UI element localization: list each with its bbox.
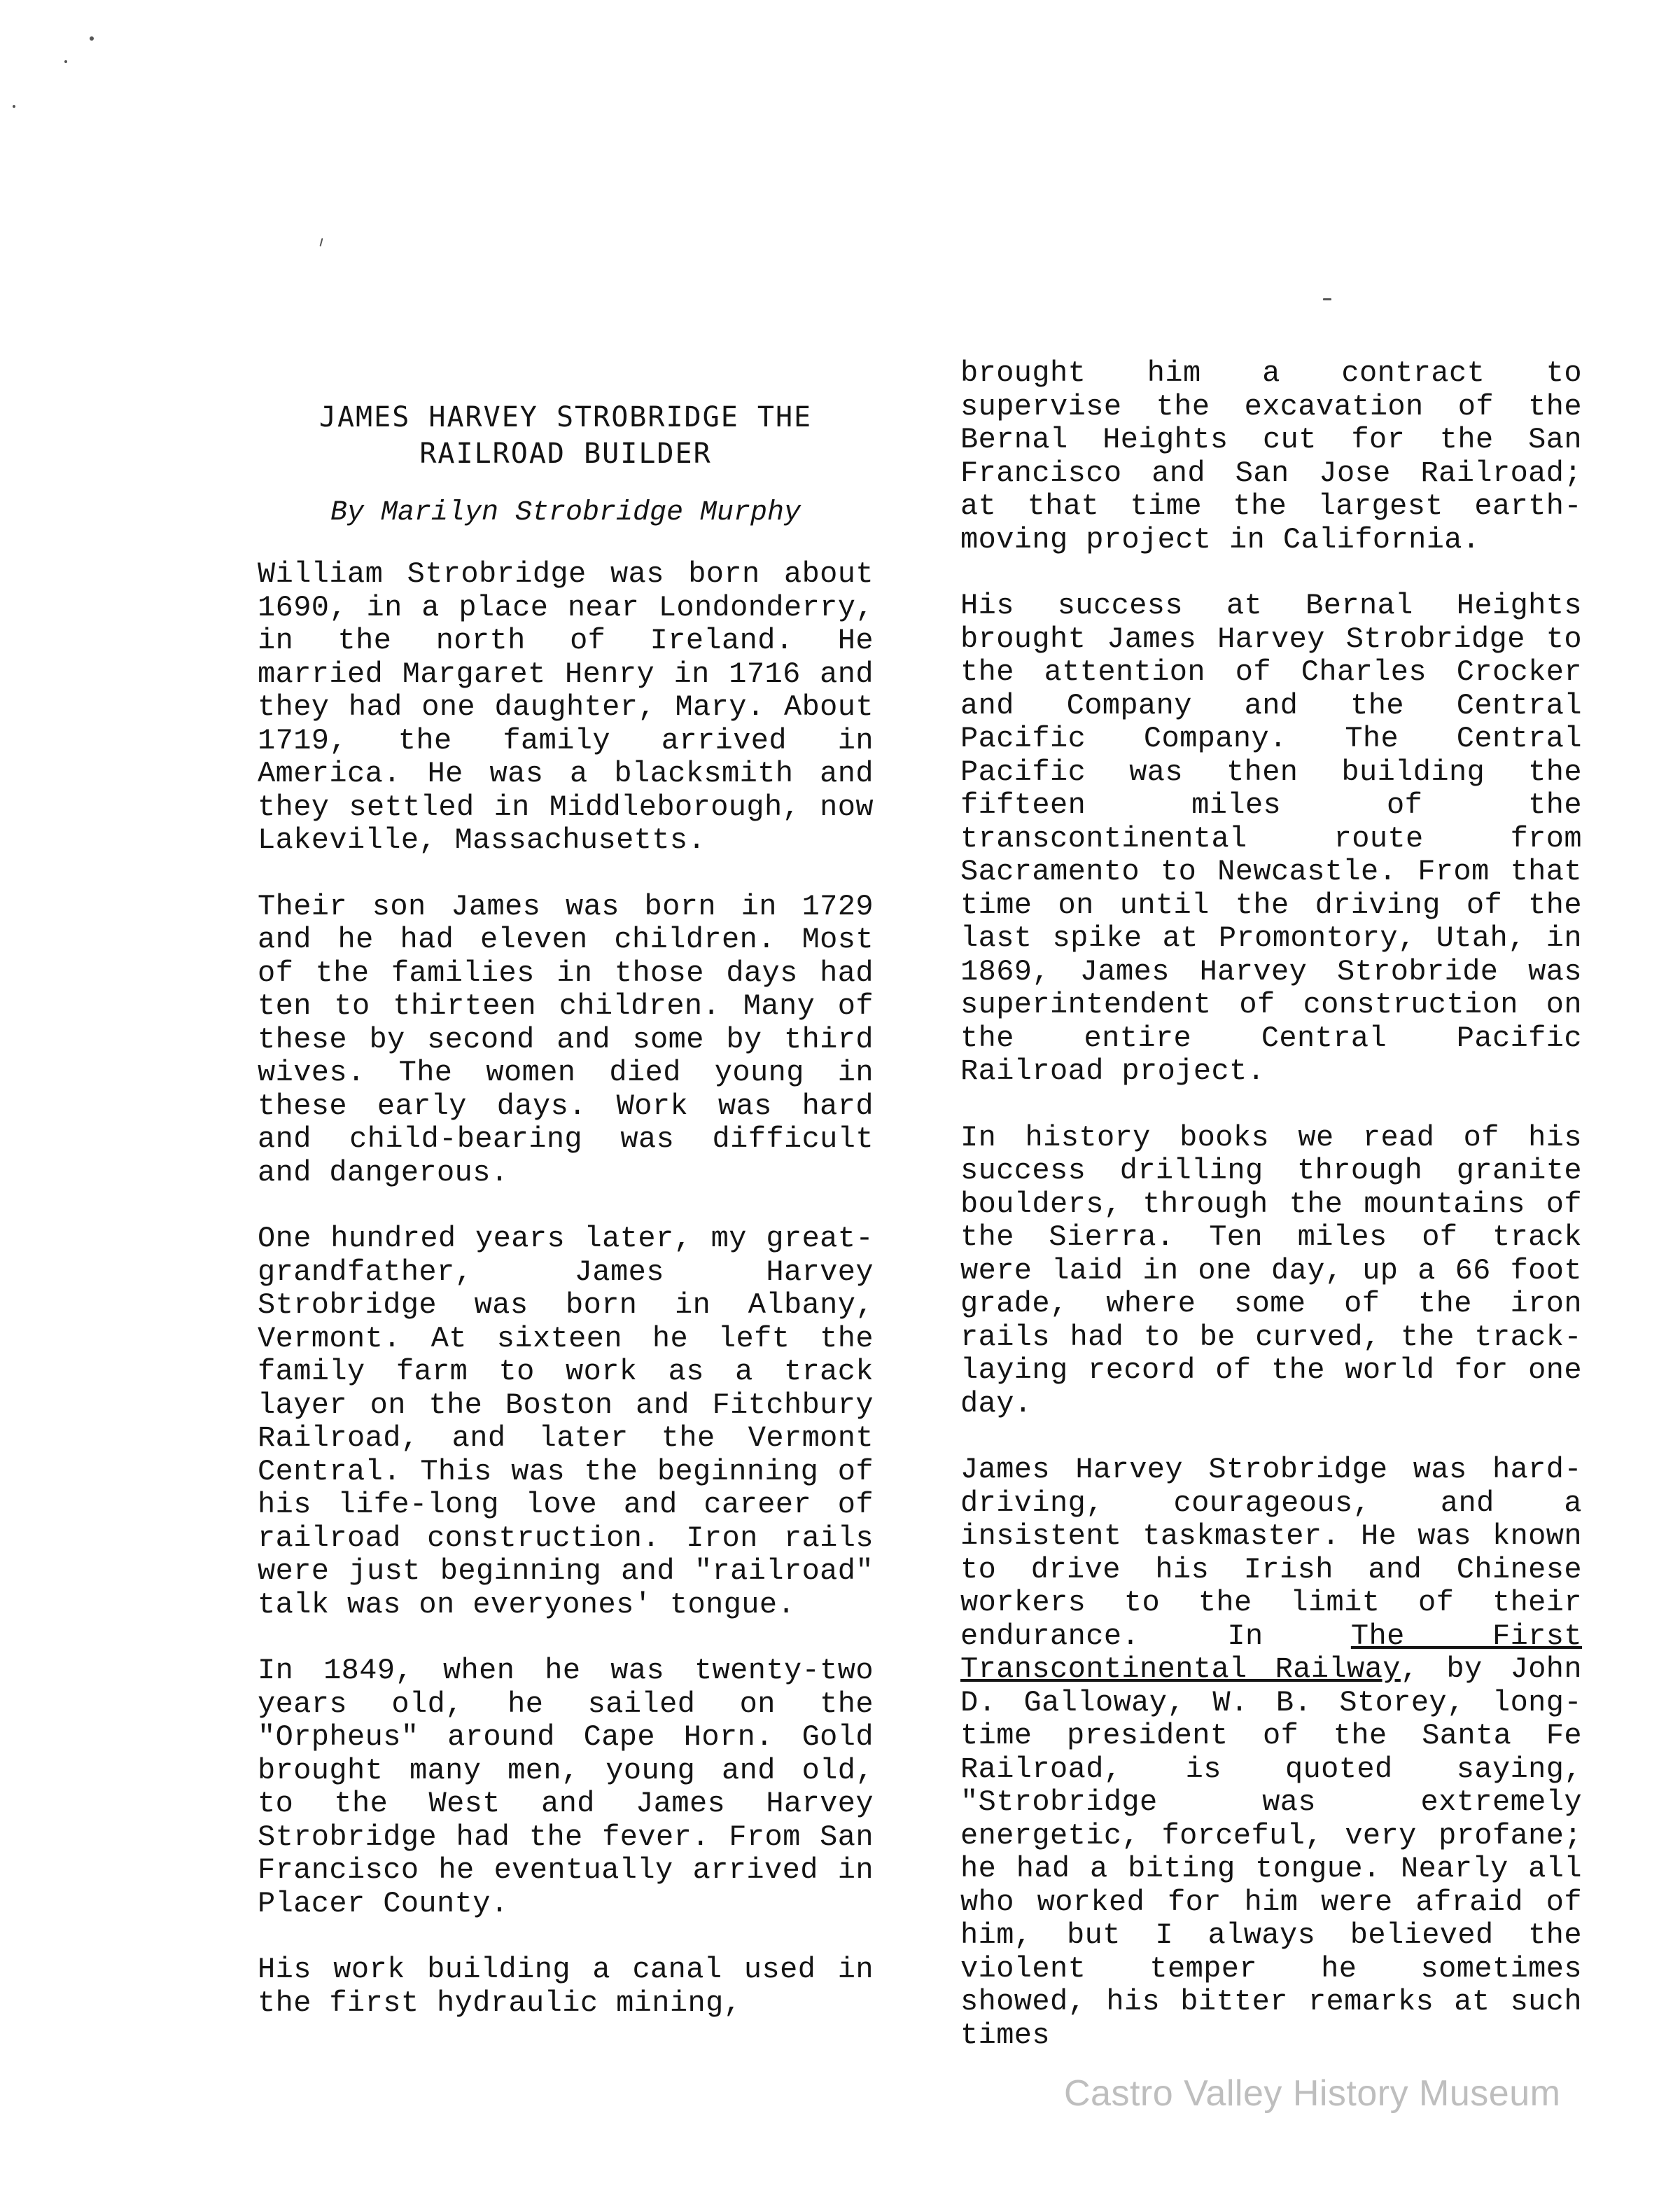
article-title [258,399,874,472]
paragraph: brought him a contract to supervise the excavation of the Bernal Heights cut for the San Francisco and San Jose Railroad; at that time the largest earth-moving project in California. [960,356,1582,557]
scan-speck [13,105,15,108]
scan-speck [64,60,67,63]
scan-speck [319,238,323,246]
book-title: The First Transcontinental Railway [960,1619,1582,1686]
museum-watermark: Castro Valley History Museum [1064,2073,1561,2114]
paragraph [960,1454,1582,2052]
paragraph: In history books we read of his success drilling through granite boulders, through the mountains of the Sierra. Ten miles of track were laid in one day, up a 66 foot grade, where some of the iron rails had to be curved, the track-laying record of the world for one day. [960,1120,1582,1421]
paragraph-text: James Harvey Strobridge was hard-driving, courageous, and a insistent taskmaster. He was known to drive his Irish and Chinese workers to the limit of their endurance. In [960,1453,1582,1653]
paragraph: His success at Bernal Heights brought James Harvey Strobridge to the attention of Charles Crocker and Company and the Central Pacific Company. The Central Pacific was then building the fifteen miles of the transcontinental route from Sacramento to Newcastle. From that time on until the driving of the last spike at Promontory, Utah, in 1869, James Harvey Strobride was superintendent of construction on the entire Central Pacific Railroad project. [960,589,1582,1088]
title-line-2: RAILROAD BUILDER [419,438,712,470]
scan-speck [90,36,94,41]
author-byline: By Marilyn Strobridge Murphy [330,497,802,529]
paragraph: William Strobridge was born about 1690, in a place near Londonderry, in the north of Ireland. He married Margaret Henry in 1716 and they had one daughter, Mary. About 1719, the family arrived in America. He was a blacksmith and they settled in Middleborough, now Lakeville, Massachusetts. [258,557,874,857]
paragraph: One hundred years later, my great-grandfather, James Harvey Strobridge was born in Albany, Vermont. At sixteen he left the family farm to work as a track layer on the Boston and Fitchbury Railroad, and later the Vermont Central. This was the beginning of his life-long love and career of railroad construction. Iron rails were just beginning and "railroad" talk was on everyones' tongue. [258,1222,874,1622]
left-column [258,399,874,2020]
paragraph: His work building a canal used in the first hydraulic mining, [258,1953,874,2020]
right-column [960,357,1582,2052]
paragraph-text: , by John D. Galloway, W. B. Storey, long-time president of the Santa Fe Railroad, is quoted saying, "Strobridge was extremely energetic, forceful, very profane; he had a biting tongue. Nearly all who worked for him were afraid of him, but I always believed the violent temper he sometimes showed, his bitter remarks at such times [960,1652,1583,2052]
paragraph: Their son James was born in 1729 and he had eleven children. Most of the families in those days had ten to thirteen children. Many of these by second and some by third wives. The women died young in these early days. Work was hard and child-bearing was difficult and dangerous. [258,889,874,1190]
scan-speck [1323,298,1331,300]
paragraph: In 1849, when he was twenty-two years old, he sailed on the "Orpheus" around Cape Horn. Gold brought many men, young and old, to the West and James Harvey Strobridge had the fever. From San Francisco he eventually arrived in Placer County. [258,1654,874,1921]
title-line-1: JAMES HARVEY STROBRIDGE THE [318,401,813,433]
